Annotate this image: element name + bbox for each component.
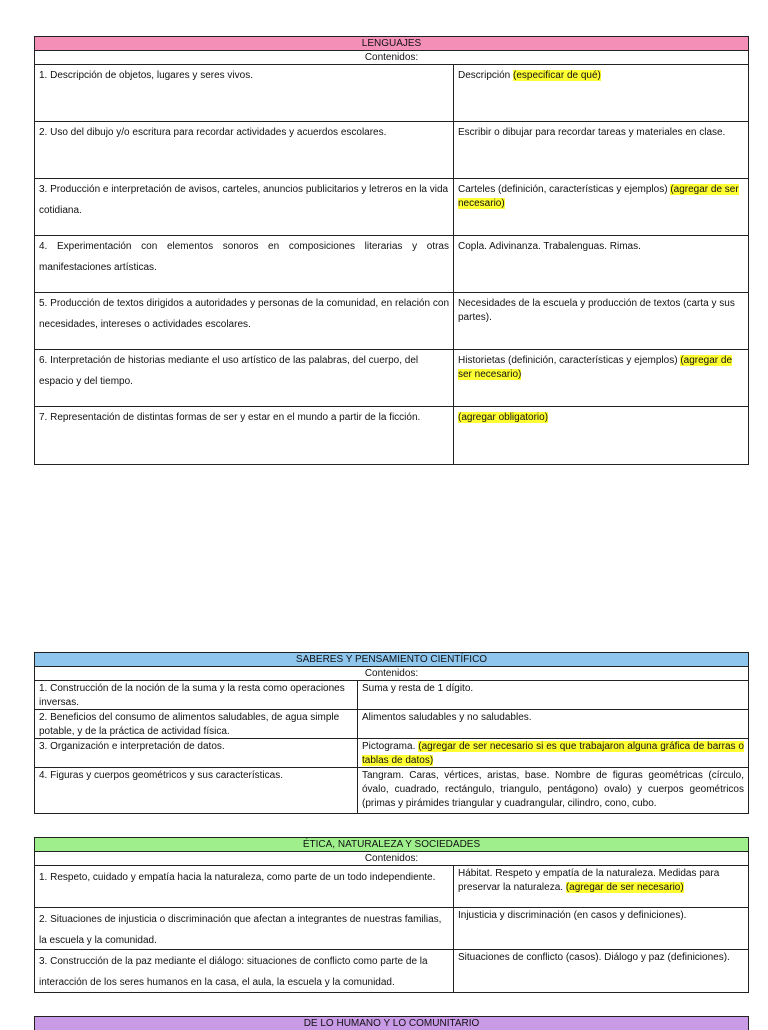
detail-cell: Alimentos saludables y no saludables.: [362, 712, 532, 723]
table-row: [35, 866, 748, 908]
detail-cell: Hábitat. Respeto y empatía de la naturaleza. Medidas para preservar la naturaleza. (agregar de ser necesario): [458, 868, 720, 893]
table-row: [35, 739, 748, 768]
saberes-subtitle: Contenidos:: [35, 667, 748, 681]
detail-cell: Tangram. Caras, vértices, aristas, base. Nombre de figuras geométricas (círculo, óvalo, cuadrado, rectángulo, triangulo, pentágono) ovalo) y cuerpos geométricos (primas y pirámides triangular y cuadrangular, cilindro, cono, cubo.: [362, 770, 744, 809]
highlight-note: (agregar de ser necesario): [565, 882, 684, 893]
highlight-note: (agregar de ser necesario): [458, 184, 739, 209]
table-row: [35, 681, 748, 710]
lenguajes-subtitle: Contenidos:: [35, 51, 748, 65]
content-cell: 3. Organización e interpretación de datos.: [35, 739, 358, 767]
content-cell: 2. Situaciones de injusticia o discriminación que afectan a integrantes de nuestras familias, la escuela y la comunidad.: [35, 908, 454, 949]
detail-cell: Descripción (especificar de qué): [458, 70, 601, 81]
content-cell: 2. Beneficios del consumo de alimentos saludables, de agua simple potable, y de la práctica de actividad física.: [35, 710, 358, 738]
table-row: [35, 950, 748, 992]
table-row: [35, 350, 748, 407]
detail-cell: Escribir o dibujar para recordar tareas y materiales en clase.: [458, 127, 726, 138]
table-row: [35, 908, 748, 950]
lenguajes-title: LENGUAJES: [35, 37, 748, 51]
table-row: [35, 293, 748, 350]
humano-title: DE LO HUMANO Y LO COMUNITARIO: [35, 1017, 748, 1030]
detail-cell: Historietas (definición, características y ejemplos) (agregar de ser necesario): [458, 355, 733, 380]
etica-subtitle: Contenidos:: [35, 852, 748, 866]
content-cell: 1. Respeto, cuidado y empatía hacia la naturaleza, como parte de un todo independiente.: [35, 866, 454, 907]
etica-table: [34, 837, 749, 993]
detail-cell: Pictograma. (agregar de ser necesario si es que trabajaron alguna gráfica de barras o tablas de datos): [362, 741, 744, 766]
content-cell: 4. Experimentación con elementos sonoros en composiciones literarias y otras manifestaciones artísticas.: [35, 236, 454, 292]
detail-cell: Suma y resta de 1 dígito.: [362, 683, 474, 694]
highlight-note: (agregar de ser necesario si es que trabajaron alguna gráfica de barras o tablas de datos): [362, 741, 744, 766]
humano-table: [34, 1016, 749, 1030]
content-cell: 4. Figuras y cuerpos geométricos y sus características.: [35, 768, 358, 813]
content-cell: 5. Producción de textos dirigidos a autoridades y personas de la comunidad, en relación con necesidades, intereses o actividades escolares.: [35, 293, 454, 349]
detail-cell: [454, 407, 748, 464]
table-row: [35, 236, 748, 293]
content-cell: 3. Construcción de la paz mediante el diálogo: situaciones de conflicto como parte de la interacción de los seres humanos en la casa, el aula, la escuela y la comunidad.: [35, 950, 454, 992]
table-row: [35, 768, 748, 813]
table-row: [35, 179, 748, 236]
detail-cell: Situaciones de conflicto (casos). Diálogo y paz (definiciones).: [458, 952, 730, 963]
saberes-table: [34, 652, 749, 814]
detail-cell: Carteles (definición, características y ejemplos) (agregar de ser necesario): [458, 184, 739, 209]
content-cell: 3. Producción e interpretación de avisos, carteles, anuncios publicitarios y letreros en la vida cotidiana.: [35, 179, 454, 235]
highlight-note: (agregar de ser necesario): [458, 355, 733, 380]
table-row: [35, 122, 748, 179]
detail-cell: Necesidades de la escuela y producción de textos (carta y sus partes).: [458, 298, 735, 323]
detail-cell: Injusticia y discriminación (en casos y definiciones).: [458, 910, 687, 921]
table-row: [35, 407, 748, 464]
table-row: [35, 710, 748, 739]
highlight-note: (agregar obligatorio): [458, 412, 549, 423]
table-row: [35, 65, 748, 122]
lenguajes-table: [34, 36, 749, 465]
content-cell: 1. Descripción de objetos, lugares y seres vivos.: [35, 65, 454, 121]
etica-title: ÉTICA, NATURALEZA Y SOCIEDADES: [35, 838, 748, 852]
content-cell: 2. Uso del dibujo y/o escritura para recordar actividades y acuerdos escolares.: [35, 122, 454, 178]
highlight-note: (especificar de qué): [513, 70, 601, 81]
saberes-title: SABERES Y PENSAMIENTO CIENTÍFICO: [35, 653, 748, 667]
content-cell: 1. Construcción de la noción de la suma y la resta como operaciones inversas.: [35, 681, 358, 709]
content-cell: 6. Interpretación de historias mediante el uso artístico de las palabras, del cuerpo, del espacio y del tiempo.: [35, 350, 454, 406]
content-cell: 7. Representación de distintas formas de ser y estar en el mundo a partir de la ficción.: [35, 407, 454, 464]
detail-cell: Copla. Adivinanza. Trabalenguas. Rimas.: [458, 241, 641, 252]
